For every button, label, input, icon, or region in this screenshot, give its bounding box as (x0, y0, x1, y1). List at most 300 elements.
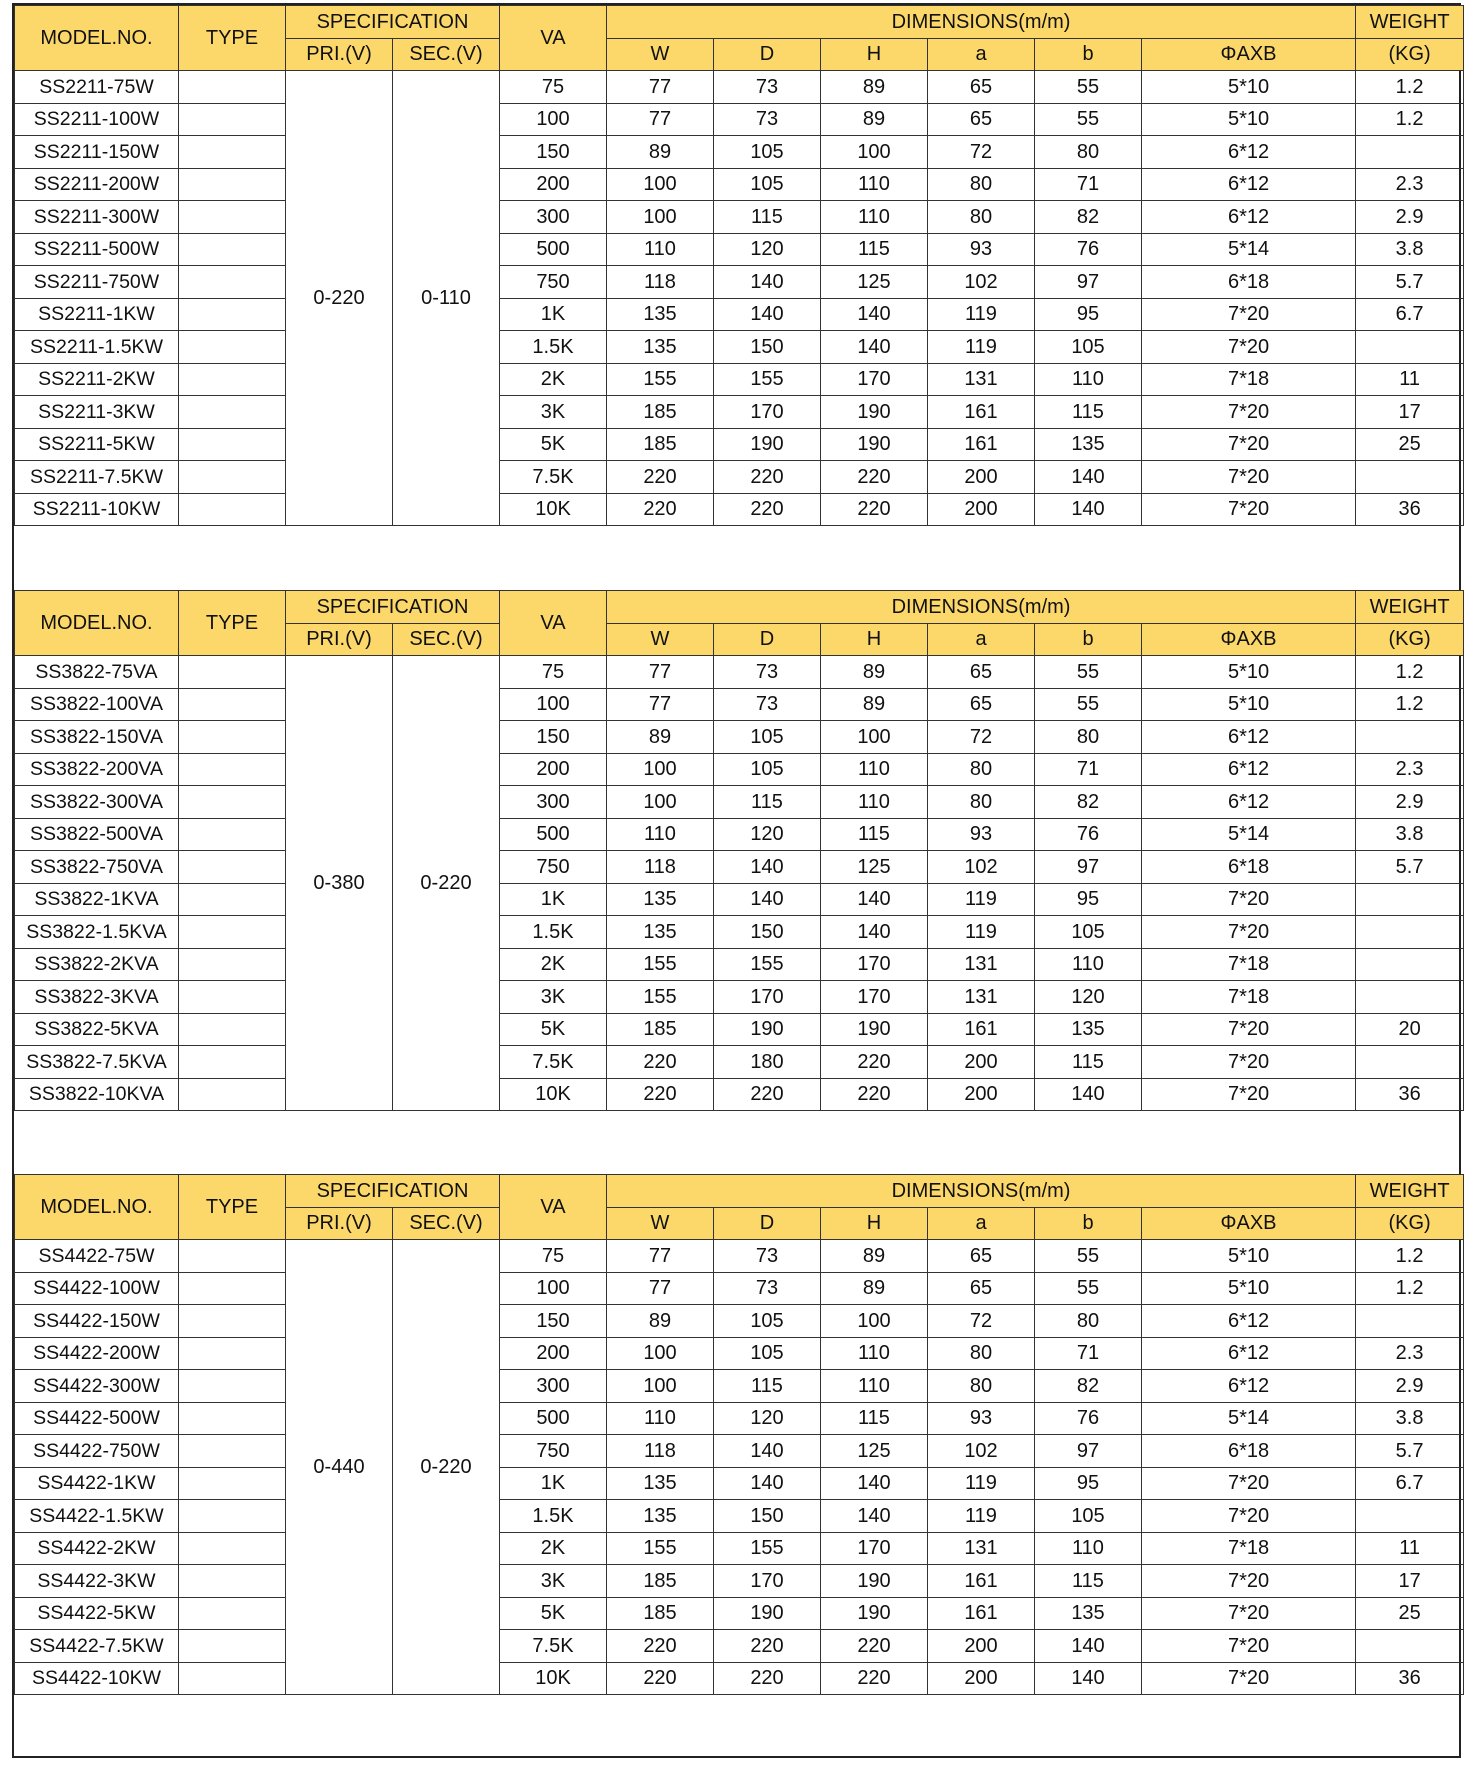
cell-d: 150 (714, 331, 821, 364)
cell-phi: 5*10 (1142, 1272, 1356, 1305)
cell-a: 131 (928, 363, 1035, 396)
cell-d: 140 (714, 851, 821, 884)
table-row (15, 1013, 1464, 1046)
cell-model: SS4422-75W (15, 1240, 179, 1273)
cell-w: 118 (607, 851, 714, 884)
cell-d: 115 (714, 201, 821, 234)
cell-va: 75 (500, 656, 607, 689)
header-a: a (928, 623, 1035, 656)
cell-phi: 6*12 (1142, 1337, 1356, 1370)
cell-va: 7.5K (500, 461, 607, 494)
table-row (15, 786, 1464, 819)
cell-a: 80 (928, 168, 1035, 201)
cell-w: 100 (607, 168, 714, 201)
cell-h: 190 (821, 1597, 928, 1630)
header-weight: WEIGHT (1356, 6, 1464, 39)
header-sec: SEC.(V) (393, 38, 500, 71)
cell-b: 95 (1035, 298, 1142, 331)
cell-va: 1.5K (500, 331, 607, 364)
cell-weight: 11 (1356, 1532, 1464, 1565)
cell-b: 105 (1035, 331, 1142, 364)
cell-w: 220 (607, 493, 714, 526)
cell-phi: 7*20 (1142, 1078, 1356, 1111)
header-type: TYPE (179, 6, 286, 71)
cell-w: 100 (607, 1370, 714, 1403)
cell-va: 5K (500, 1013, 607, 1046)
table-row (15, 1272, 1464, 1305)
cell-b: 110 (1035, 948, 1142, 981)
table-row (15, 1467, 1464, 1500)
cell-a: 119 (928, 883, 1035, 916)
cell-va: 10K (500, 493, 607, 526)
cell-b: 120 (1035, 981, 1142, 1014)
cell-w: 135 (607, 1500, 714, 1533)
cell-va: 7.5K (500, 1630, 607, 1663)
cell-model: SS3822-1KVA (15, 883, 179, 916)
cell-w: 77 (607, 103, 714, 136)
cell-b: 95 (1035, 1467, 1142, 1500)
cell-weight (1356, 136, 1464, 169)
cell-h: 125 (821, 851, 928, 884)
cell-h: 140 (821, 916, 928, 949)
cell-phi: 7*20 (1142, 1565, 1356, 1598)
cell-type (179, 1402, 286, 1435)
cell-model: SS3822-3KVA (15, 981, 179, 1014)
cell-a: 102 (928, 1435, 1035, 1468)
header-dimensions: DIMENSIONS(m/m) (607, 591, 1356, 624)
table-row (15, 168, 1464, 201)
cell-b: 55 (1035, 1240, 1142, 1273)
table-row (15, 818, 1464, 851)
header-b: b (1035, 38, 1142, 71)
cell-b: 71 (1035, 753, 1142, 786)
cell-b: 95 (1035, 883, 1142, 916)
table-row (15, 71, 1464, 104)
cell-model: SS2211-1.5KW (15, 331, 179, 364)
cell-phi: 5*14 (1142, 818, 1356, 851)
header-d: D (714, 38, 821, 71)
header-d: D (714, 1207, 821, 1240)
cell-d: 220 (714, 1630, 821, 1663)
table-row (15, 1337, 1464, 1370)
cell-a: 65 (928, 103, 1035, 136)
cell-phi: 6*12 (1142, 136, 1356, 169)
cell-weight: 5.7 (1356, 851, 1464, 884)
cell-b: 115 (1035, 1565, 1142, 1598)
header-row (15, 6, 1464, 39)
cell-w: 110 (607, 818, 714, 851)
cell-model: SS2211-1KW (15, 298, 179, 331)
cell-weight: 2.3 (1356, 1337, 1464, 1370)
cell-va: 200 (500, 1337, 607, 1370)
cell-type (179, 428, 286, 461)
cell-type (179, 233, 286, 266)
table-row (15, 721, 1464, 754)
cell-d: 220 (714, 1078, 821, 1111)
cell-phi: 6*12 (1142, 168, 1356, 201)
cell-a: 119 (928, 331, 1035, 364)
cell-a: 161 (928, 1597, 1035, 1630)
cell-weight (1356, 916, 1464, 949)
cell-va: 1K (500, 1467, 607, 1500)
cell-model: SS4422-1KW (15, 1467, 179, 1500)
cell-h: 110 (821, 786, 928, 819)
cell-weight: 1.2 (1356, 688, 1464, 721)
cell-weight: 2.3 (1356, 753, 1464, 786)
cell-w: 110 (607, 233, 714, 266)
cell-va: 750 (500, 1435, 607, 1468)
cell-h: 170 (821, 981, 928, 1014)
cell-phi: 7*20 (1142, 1662, 1356, 1695)
cell-va: 750 (500, 266, 607, 299)
cell-w: 155 (607, 948, 714, 981)
cell-model: SS3822-7.5KVA (15, 1046, 179, 1079)
cell-va: 1K (500, 298, 607, 331)
cell-h: 110 (821, 168, 928, 201)
table-row (15, 493, 1464, 526)
header-h: H (821, 1207, 928, 1240)
cell-model: SS2211-75W (15, 71, 179, 104)
cell-type (179, 1532, 286, 1565)
cell-h: 110 (821, 1337, 928, 1370)
cell-phi: 5*10 (1142, 656, 1356, 689)
cell-a: 161 (928, 428, 1035, 461)
cell-model: SS4422-10KW (15, 1662, 179, 1695)
cell-w: 77 (607, 1240, 714, 1273)
cell-pri-voltage: 0-440 (286, 1240, 393, 1695)
cell-d: 140 (714, 1467, 821, 1500)
spec-table-block-1 (14, 5, 1459, 526)
table-row (15, 1500, 1464, 1533)
cell-weight (1356, 331, 1464, 364)
cell-h: 89 (821, 1240, 928, 1273)
cell-h: 100 (821, 1305, 928, 1338)
cell-sec-voltage: 0-220 (393, 656, 500, 1111)
cell-model: SS4422-500W (15, 1402, 179, 1435)
cell-phi: 7*20 (1142, 1597, 1356, 1630)
cell-type (179, 656, 286, 689)
cell-weight: 5.7 (1356, 1435, 1464, 1468)
header-specification: SPECIFICATION (286, 1175, 500, 1208)
cell-d: 180 (714, 1046, 821, 1079)
cell-type (179, 1305, 286, 1338)
cell-a: 200 (928, 1078, 1035, 1111)
cell-h: 89 (821, 103, 928, 136)
cell-phi: 7*20 (1142, 1046, 1356, 1079)
cell-h: 89 (821, 1272, 928, 1305)
spec-table (14, 590, 1464, 1111)
cell-type (179, 1467, 286, 1500)
cell-w: 118 (607, 266, 714, 299)
cell-d: 73 (714, 688, 821, 721)
cell-w: 135 (607, 916, 714, 949)
cell-type (179, 266, 286, 299)
cell-model: SS2211-3KW (15, 396, 179, 429)
cell-type (179, 1597, 286, 1630)
cell-w: 100 (607, 1337, 714, 1370)
cell-a: 161 (928, 1565, 1035, 1598)
cell-type (179, 916, 286, 949)
cell-phi: 7*18 (1142, 948, 1356, 981)
cell-d: 105 (714, 721, 821, 754)
cell-phi: 6*18 (1142, 1435, 1356, 1468)
cell-va: 200 (500, 753, 607, 786)
cell-phi: 6*12 (1142, 1370, 1356, 1403)
cell-va: 100 (500, 1272, 607, 1305)
cell-model: SS3822-75VA (15, 656, 179, 689)
cell-type (179, 883, 286, 916)
cell-a: 80 (928, 1337, 1035, 1370)
table-row (15, 201, 1464, 234)
table-row (15, 916, 1464, 949)
cell-va: 750 (500, 851, 607, 884)
table-row (15, 688, 1464, 721)
cell-b: 55 (1035, 688, 1142, 721)
cell-model: SS4422-750W (15, 1435, 179, 1468)
cell-va: 300 (500, 786, 607, 819)
cell-w: 77 (607, 656, 714, 689)
cell-a: 119 (928, 1467, 1035, 1500)
cell-va: 150 (500, 1305, 607, 1338)
cell-type (179, 818, 286, 851)
cell-va: 100 (500, 103, 607, 136)
cell-model: SS4422-1.5KW (15, 1500, 179, 1533)
cell-weight: 1.2 (1356, 1272, 1464, 1305)
cell-model: SS2211-5KW (15, 428, 179, 461)
cell-d: 115 (714, 1370, 821, 1403)
cell-phi: 5*10 (1142, 688, 1356, 721)
cell-b: 115 (1035, 396, 1142, 429)
header-phi: ΦAXB (1142, 1207, 1356, 1240)
cell-a: 65 (928, 71, 1035, 104)
header-specification: SPECIFICATION (286, 6, 500, 39)
cell-w: 185 (607, 1597, 714, 1630)
header-pri: PRI.(V) (286, 38, 393, 71)
cell-weight: 25 (1356, 1597, 1464, 1630)
cell-phi: 7*20 (1142, 1630, 1356, 1663)
cell-phi: 7*18 (1142, 981, 1356, 1014)
cell-w: 155 (607, 1532, 714, 1565)
cell-weight: 25 (1356, 428, 1464, 461)
cell-model: SS4422-100W (15, 1272, 179, 1305)
cell-d: 190 (714, 1013, 821, 1046)
cell-d: 220 (714, 461, 821, 494)
cell-type (179, 1630, 286, 1663)
cell-d: 105 (714, 136, 821, 169)
table-row (15, 298, 1464, 331)
cell-type (179, 201, 286, 234)
table-row (15, 851, 1464, 884)
cell-d: 73 (714, 1272, 821, 1305)
cell-d: 105 (714, 753, 821, 786)
cell-d: 115 (714, 786, 821, 819)
cell-w: 77 (607, 71, 714, 104)
cell-model: SS4422-7.5KW (15, 1630, 179, 1663)
cell-model: SS4422-3KW (15, 1565, 179, 1598)
cell-b: 135 (1035, 1013, 1142, 1046)
cell-w: 100 (607, 201, 714, 234)
header-a: a (928, 38, 1035, 71)
cell-b: 76 (1035, 818, 1142, 851)
cell-b: 110 (1035, 1532, 1142, 1565)
cell-d: 140 (714, 266, 821, 299)
cell-va: 200 (500, 168, 607, 201)
table-row (15, 1240, 1464, 1273)
cell-model: SS3822-200VA (15, 753, 179, 786)
cell-w: 185 (607, 1013, 714, 1046)
header-pri: PRI.(V) (286, 1207, 393, 1240)
cell-h: 190 (821, 396, 928, 429)
cell-type (179, 1565, 286, 1598)
cell-type (179, 688, 286, 721)
cell-type (179, 71, 286, 104)
cell-h: 140 (821, 1467, 928, 1500)
cell-h: 89 (821, 71, 928, 104)
cell-pri-voltage: 0-380 (286, 656, 393, 1111)
cell-a: 72 (928, 721, 1035, 754)
cell-pri-voltage: 0-220 (286, 71, 393, 526)
cell-phi: 5*10 (1142, 103, 1356, 136)
cell-type (179, 1078, 286, 1111)
cell-va: 300 (500, 201, 607, 234)
cell-h: 220 (821, 1662, 928, 1695)
cell-phi: 7*18 (1142, 1532, 1356, 1565)
cell-va: 75 (500, 1240, 607, 1273)
cell-phi: 6*12 (1142, 201, 1356, 234)
cell-phi: 5*10 (1142, 71, 1356, 104)
cell-w: 89 (607, 1305, 714, 1338)
header-sec: SEC.(V) (393, 623, 500, 656)
header-w: W (607, 38, 714, 71)
cell-a: 200 (928, 1046, 1035, 1079)
cell-a: 119 (928, 298, 1035, 331)
cell-va: 300 (500, 1370, 607, 1403)
cell-h: 110 (821, 1370, 928, 1403)
cell-model: SS4422-150W (15, 1305, 179, 1338)
cell-weight: 2.3 (1356, 168, 1464, 201)
cell-va: 1.5K (500, 916, 607, 949)
cell-model: SS2211-200W (15, 168, 179, 201)
cell-d: 140 (714, 298, 821, 331)
cell-type (179, 786, 286, 819)
cell-b: 71 (1035, 168, 1142, 201)
cell-model: SS4422-200W (15, 1337, 179, 1370)
cell-phi: 7*20 (1142, 461, 1356, 494)
cell-a: 80 (928, 1370, 1035, 1403)
header-specification: SPECIFICATION (286, 591, 500, 624)
cell-type (179, 331, 286, 364)
cell-b: 97 (1035, 851, 1142, 884)
cell-b: 80 (1035, 136, 1142, 169)
table-row (15, 1046, 1464, 1079)
header-dimensions: DIMENSIONS(m/m) (607, 6, 1356, 39)
cell-a: 93 (928, 1402, 1035, 1435)
cell-h: 190 (821, 1565, 928, 1598)
cell-h: 170 (821, 363, 928, 396)
table-row (15, 461, 1464, 494)
cell-a: 131 (928, 948, 1035, 981)
cell-type (179, 1046, 286, 1079)
cell-weight: 3.8 (1356, 1402, 1464, 1435)
cell-type (179, 1013, 286, 1046)
cell-b: 140 (1035, 461, 1142, 494)
cell-h: 190 (821, 428, 928, 461)
header-dimensions: DIMENSIONS(m/m) (607, 1175, 1356, 1208)
cell-va: 5K (500, 428, 607, 461)
cell-weight: 36 (1356, 493, 1464, 526)
cell-weight: 6.7 (1356, 298, 1464, 331)
cell-a: 161 (928, 396, 1035, 429)
cell-va: 1.5K (500, 1500, 607, 1533)
cell-w: 89 (607, 136, 714, 169)
cell-weight: 20 (1356, 1013, 1464, 1046)
cell-a: 80 (928, 753, 1035, 786)
cell-h: 140 (821, 1500, 928, 1533)
cell-a: 131 (928, 1532, 1035, 1565)
cell-va: 500 (500, 818, 607, 851)
cell-w: 77 (607, 688, 714, 721)
cell-a: 65 (928, 1240, 1035, 1273)
table-row (15, 266, 1464, 299)
cell-b: 105 (1035, 916, 1142, 949)
table-row (15, 1662, 1464, 1695)
header-w: W (607, 623, 714, 656)
cell-phi: 7*20 (1142, 331, 1356, 364)
cell-type (179, 1240, 286, 1273)
cell-d: 140 (714, 883, 821, 916)
cell-weight: 3.8 (1356, 233, 1464, 266)
cell-h: 89 (821, 656, 928, 689)
table-row (15, 1565, 1464, 1598)
cell-b: 97 (1035, 1435, 1142, 1468)
cell-d: 220 (714, 493, 821, 526)
cell-b: 135 (1035, 1597, 1142, 1630)
cell-b: 55 (1035, 1272, 1142, 1305)
spec-table-block-3 (14, 1174, 1459, 1695)
cell-h: 115 (821, 1402, 928, 1435)
cell-a: 65 (928, 688, 1035, 721)
cell-va: 150 (500, 136, 607, 169)
cell-phi: 5*14 (1142, 233, 1356, 266)
cell-type (179, 103, 286, 136)
cell-h: 100 (821, 136, 928, 169)
cell-b: 55 (1035, 656, 1142, 689)
header-va: VA (500, 591, 607, 656)
table-row (15, 1630, 1464, 1663)
cell-type (179, 1662, 286, 1695)
cell-weight (1356, 721, 1464, 754)
cell-weight: 1.2 (1356, 71, 1464, 104)
cell-va: 75 (500, 71, 607, 104)
cell-h: 220 (821, 461, 928, 494)
table-row (15, 981, 1464, 1014)
cell-h: 140 (821, 331, 928, 364)
cell-h: 220 (821, 1078, 928, 1111)
cell-h: 170 (821, 1532, 928, 1565)
cell-weight: 5.7 (1356, 266, 1464, 299)
cell-weight (1356, 461, 1464, 494)
cell-model: SS4422-2KW (15, 1532, 179, 1565)
header-model: MODEL.NO. (15, 6, 179, 71)
cell-h: 125 (821, 1435, 928, 1468)
cell-b: 140 (1035, 493, 1142, 526)
header-d: D (714, 623, 821, 656)
cell-model: SS3822-1.5KVA (15, 916, 179, 949)
cell-w: 135 (607, 883, 714, 916)
cell-h: 170 (821, 948, 928, 981)
cell-a: 200 (928, 493, 1035, 526)
cell-phi: 7*20 (1142, 493, 1356, 526)
